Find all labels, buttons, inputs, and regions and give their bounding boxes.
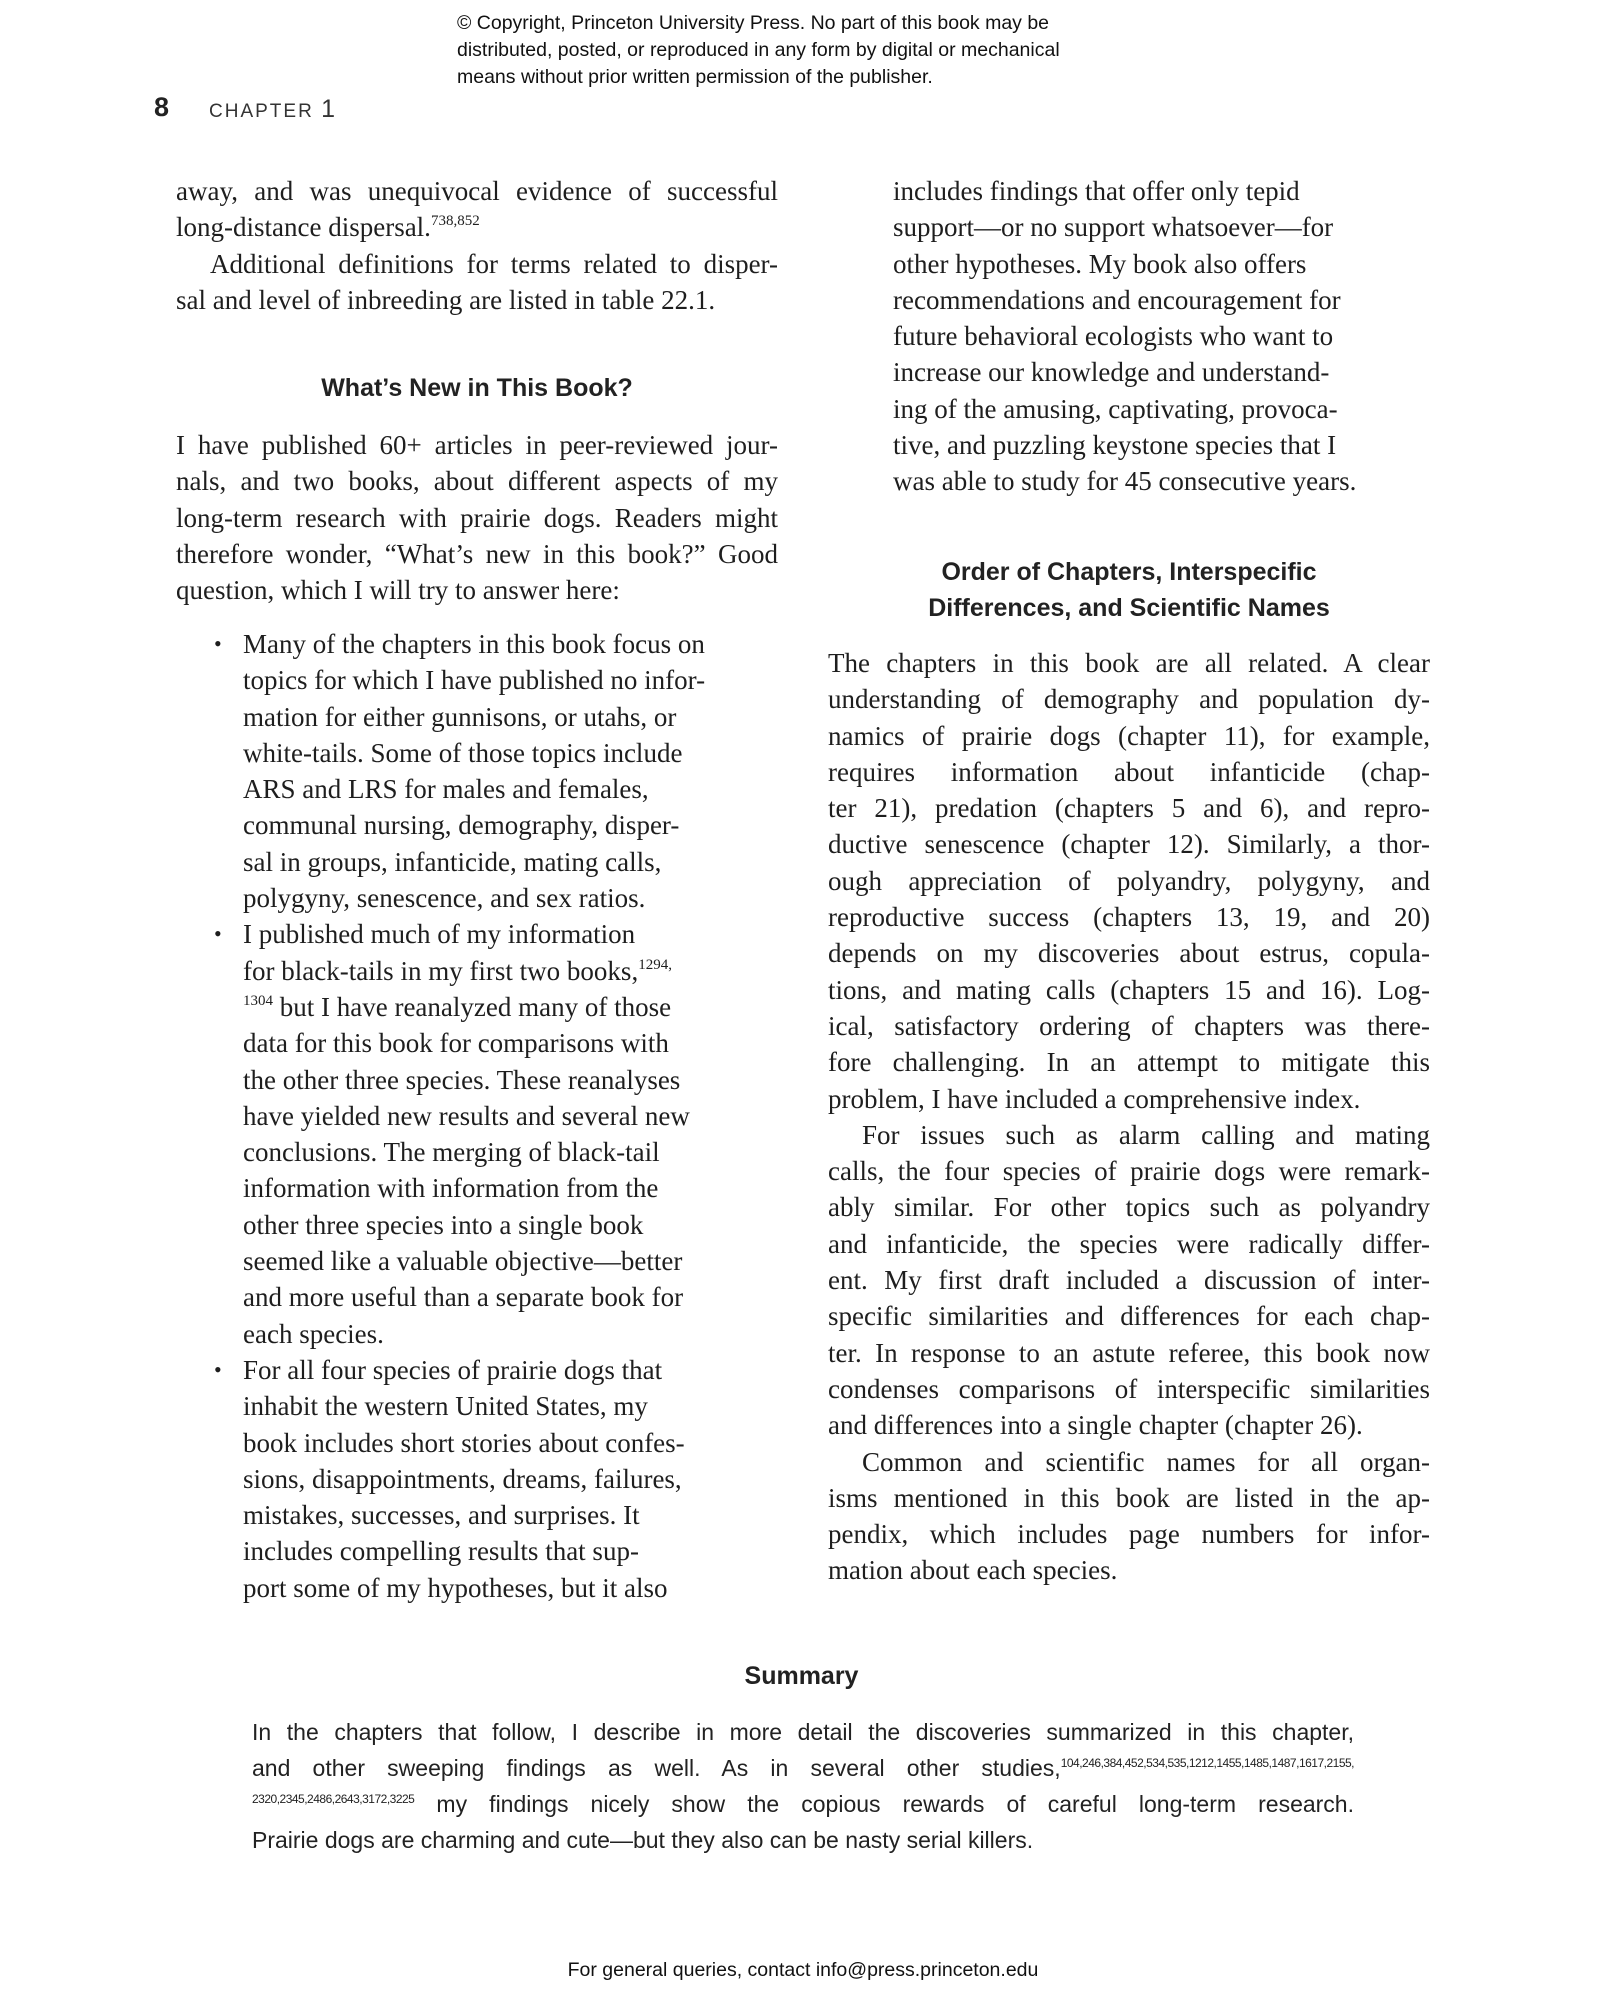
- text-line: The chapters in this book are all related. A clear: [828, 648, 1430, 678]
- bullet-icon: •: [214, 1356, 222, 1382]
- text-line: future behavioral ecologists who want to: [893, 321, 1334, 352]
- text-line: and differences into a single chapter (chapter 26).: [828, 1410, 1363, 1441]
- text-line: inhabit the western United States, my: [243, 1391, 648, 1422]
- copyright-notice: [457, 10, 1060, 91]
- text-segment: long-distance dispersal.: [176, 212, 431, 243]
- running-head: [209, 95, 335, 124]
- paragraph: [828, 1117, 1430, 1444]
- text-line: I published much of my information: [243, 919, 636, 950]
- text-line: [252, 1786, 1354, 1822]
- text-line: ter. In response to an astute referee, this book now: [828, 1337, 1430, 1368]
- text-line: other hypotheses. My book also offers: [893, 248, 1307, 279]
- text-line: isms mentioned in this book are listed in the ap-: [828, 1482, 1430, 1513]
- text-line: sions, disappointments, dreams, failures,: [243, 1463, 682, 1494]
- text-line: In the chapters that follow, I describe in more detail the discoveries summarized in this chapter,: [252, 1719, 1354, 1745]
- paragraph: [176, 246, 778, 319]
- bullet-icon: •: [214, 921, 222, 947]
- text-line: communal nursing, demography, disper-: [243, 810, 680, 841]
- text-line: question, which I will try to answer here:: [176, 575, 620, 606]
- text-line: book includes short stories about confes-: [243, 1427, 685, 1458]
- text-line: includes compelling results that sup-: [243, 1536, 639, 1567]
- text-line: ing of the amusing, captivating, provoca-: [893, 393, 1338, 424]
- text-line: other three species into a single book: [243, 1209, 644, 1240]
- text-segment: my findings nicely show the copious rewards of careful long-term research.: [414, 1791, 1354, 1817]
- paragraph: [176, 427, 778, 608]
- paragraph: [828, 645, 1430, 1117]
- copyright-line: distributed, posted, or reproduced in any form by digital or mechanical: [457, 39, 1060, 61]
- text-line: problem, I have included a comprehensive index.: [828, 1083, 1361, 1114]
- text-line: therefore wonder, “What’s new in this book?” Good: [176, 538, 778, 569]
- running-head-label: CHAPTER: [209, 101, 314, 122]
- text-line: condenses comparisons of interspecific similarities: [828, 1373, 1430, 1404]
- summary-heading: Summary: [744, 1662, 859, 1690]
- paragraph: [252, 1714, 1354, 1858]
- citation-superscript: 738,852: [430, 213, 480, 230]
- left-paragraph: [176, 427, 778, 608]
- text-line: specific similarities and differences for each chap-: [828, 1301, 1430, 1332]
- text-line: support—or no support whatsoever—for: [893, 212, 1334, 243]
- footer-contact: For general queries, contact info@press.princeton.edu: [567, 1959, 1039, 1981]
- text-line: have yielded new results and several new: [243, 1100, 690, 1131]
- text-line: ductive senescence (chapter 12). Similarly, a thor-: [828, 829, 1430, 860]
- bullet-icon: •: [214, 631, 222, 656]
- heading-line: Differences, and Scientific Names: [928, 594, 1330, 622]
- text-line: white-tails. Some of those topics include: [243, 737, 683, 768]
- text-line: Common and scientific names for all organ-: [862, 1446, 1430, 1477]
- text-line: polygyny, senescence, and sex ratios.: [243, 883, 646, 914]
- text-line: I have published 60+ articles in peer-reviewed jour-: [176, 430, 778, 460]
- text-segment: and other sweeping findings as well. As in several other studies,: [252, 1755, 1061, 1781]
- text-line: For all four species of prairie dogs that: [243, 1354, 663, 1385]
- summary-text: [252, 1714, 1354, 1858]
- text-line: [243, 953, 783, 989]
- text-line: ical, satisfactory ordering of chapters was there-: [828, 1010, 1430, 1041]
- citation-superscript: 104,246,384,452,534,535,1212,1455,1485,1487,1617,2155,: [1060, 1756, 1354, 1770]
- text-line: tive, and puzzling keystone species that I: [893, 430, 1337, 461]
- text-line: port some of my hypotheses, but it also: [243, 1572, 668, 1603]
- text-line: information with information from the: [243, 1173, 659, 1204]
- text-line: and more useful than a separate book for: [243, 1282, 684, 1313]
- text-line: ough appreciation of polyandry, polygyny, and: [828, 865, 1430, 896]
- text-line: includes findings that offer only tepid: [893, 176, 1300, 206]
- bullet-item: [214, 626, 783, 916]
- text-segment: but I have reanalyzed many of those: [273, 991, 672, 1022]
- heading-line: Order of Chapters, Interspecific: [941, 558, 1317, 586]
- bullet-text: [243, 1352, 783, 1606]
- copyright-line: © Copyright, Princeton University Press. No part of this book may be: [457, 12, 1050, 34]
- text-line: mation for either gunnisons, or utahs, or: [243, 701, 677, 732]
- bullet-item: [214, 1352, 783, 1606]
- section-heading-whats-new: What’s New in This Book?: [321, 374, 633, 402]
- text-line: mistakes, successes, and surprises. It: [243, 1500, 640, 1531]
- page-number: 8: [154, 92, 170, 122]
- text-line: was able to study for 45 consecutive years.: [893, 466, 1357, 497]
- text-line: fore challenging. In an attempt to mitigate this: [828, 1047, 1430, 1078]
- text-line: recommendations and encouragement for: [893, 284, 1341, 315]
- text-line: [176, 209, 778, 245]
- text-line: reproductive success (chapters 13, 19, and 20): [828, 902, 1430, 933]
- text-line: and infanticide, the species were radically differ-: [828, 1228, 1430, 1259]
- paragraph: [176, 173, 778, 246]
- paragraph: [828, 1444, 1430, 1589]
- text-line: the other three species. These reanalyses: [243, 1064, 681, 1095]
- text-line: increase our knowledge and understand-: [893, 357, 1330, 388]
- text-line: ent. My first draft included a discussion of inter-: [828, 1265, 1430, 1296]
- text-line: tions, and mating calls (chapters 15 and 16). Log-: [828, 974, 1430, 1005]
- text-line: namics of prairie dogs (chapter 11), for example,: [828, 720, 1430, 751]
- text-line: Additional definitions for terms related to disper-: [210, 248, 778, 279]
- text-line: Prairie dogs are charming and cute—but they also can be nasty serial killers.: [252, 1827, 1034, 1853]
- chapter-number: 1: [321, 95, 335, 123]
- text-line: sal and level of inbreeding are listed in table 22.1.: [176, 284, 716, 315]
- copyright-line: means without prior written permission of the publisher.: [457, 66, 933, 88]
- citation-superscript: 1304: [243, 992, 273, 1009]
- bullet-item: [214, 916, 783, 1352]
- text-line: Many of the chapters in this book focus on: [243, 629, 705, 659]
- text-line: long-term research with prairie dogs. Readers might: [176, 502, 778, 533]
- section-heading-order-of-chapters: [828, 554, 1430, 626]
- citation-superscript: 1294,: [638, 956, 672, 973]
- text-line: [243, 989, 783, 1025]
- left-intro: [176, 173, 778, 318]
- text-line: ably similar. For other topics such as polyandry: [828, 1192, 1430, 1223]
- bullet-text: [243, 626, 783, 916]
- text-line: ARS and LRS for males and females,: [243, 774, 649, 805]
- text-line: requires information about infanticide (chap-: [828, 756, 1430, 787]
- text-line: each species.: [243, 1318, 384, 1349]
- text-line: For issues such as alarm calling and mating: [862, 1119, 1430, 1150]
- text-line: seemed like a valuable objective—better: [243, 1246, 683, 1277]
- bullet-list: [214, 626, 783, 1606]
- text-segment: for black-tails in my first two books,: [243, 955, 639, 986]
- text-line: sal in groups, infanticide, mating calls,: [243, 846, 662, 877]
- citation-superscript: 2320,2345,2486,2643,3172,3225: [252, 1792, 415, 1806]
- text-line: pendix, which includes page numbers for infor-: [828, 1519, 1430, 1550]
- text-line: depends on my discoveries about estrus, copula-: [828, 938, 1430, 969]
- text-line: calls, the four species of prairie dogs were remark-: [828, 1156, 1430, 1187]
- text-line: topics for which I have published no infor-: [243, 665, 706, 696]
- text-line: data for this book for comparisons with: [243, 1028, 669, 1059]
- text-line: conclusions. The merging of black-tail: [243, 1137, 660, 1168]
- text-line: understanding of demography and population dy-: [828, 684, 1430, 715]
- paragraph: [893, 173, 1433, 500]
- text-line: [252, 1750, 1354, 1786]
- text-line: nals, and two books, about different aspects of my: [176, 466, 778, 497]
- bullet-text: [243, 916, 783, 1352]
- text-line: away, and was unequivocal evidence of successful: [176, 176, 778, 206]
- text-line: ter 21), predation (chapters 5 and 6), and repro-: [828, 793, 1430, 824]
- right-top-paragraph: [893, 173, 1433, 500]
- right-paragraphs: [828, 645, 1430, 1589]
- text-line: mation about each species.: [828, 1555, 1118, 1586]
